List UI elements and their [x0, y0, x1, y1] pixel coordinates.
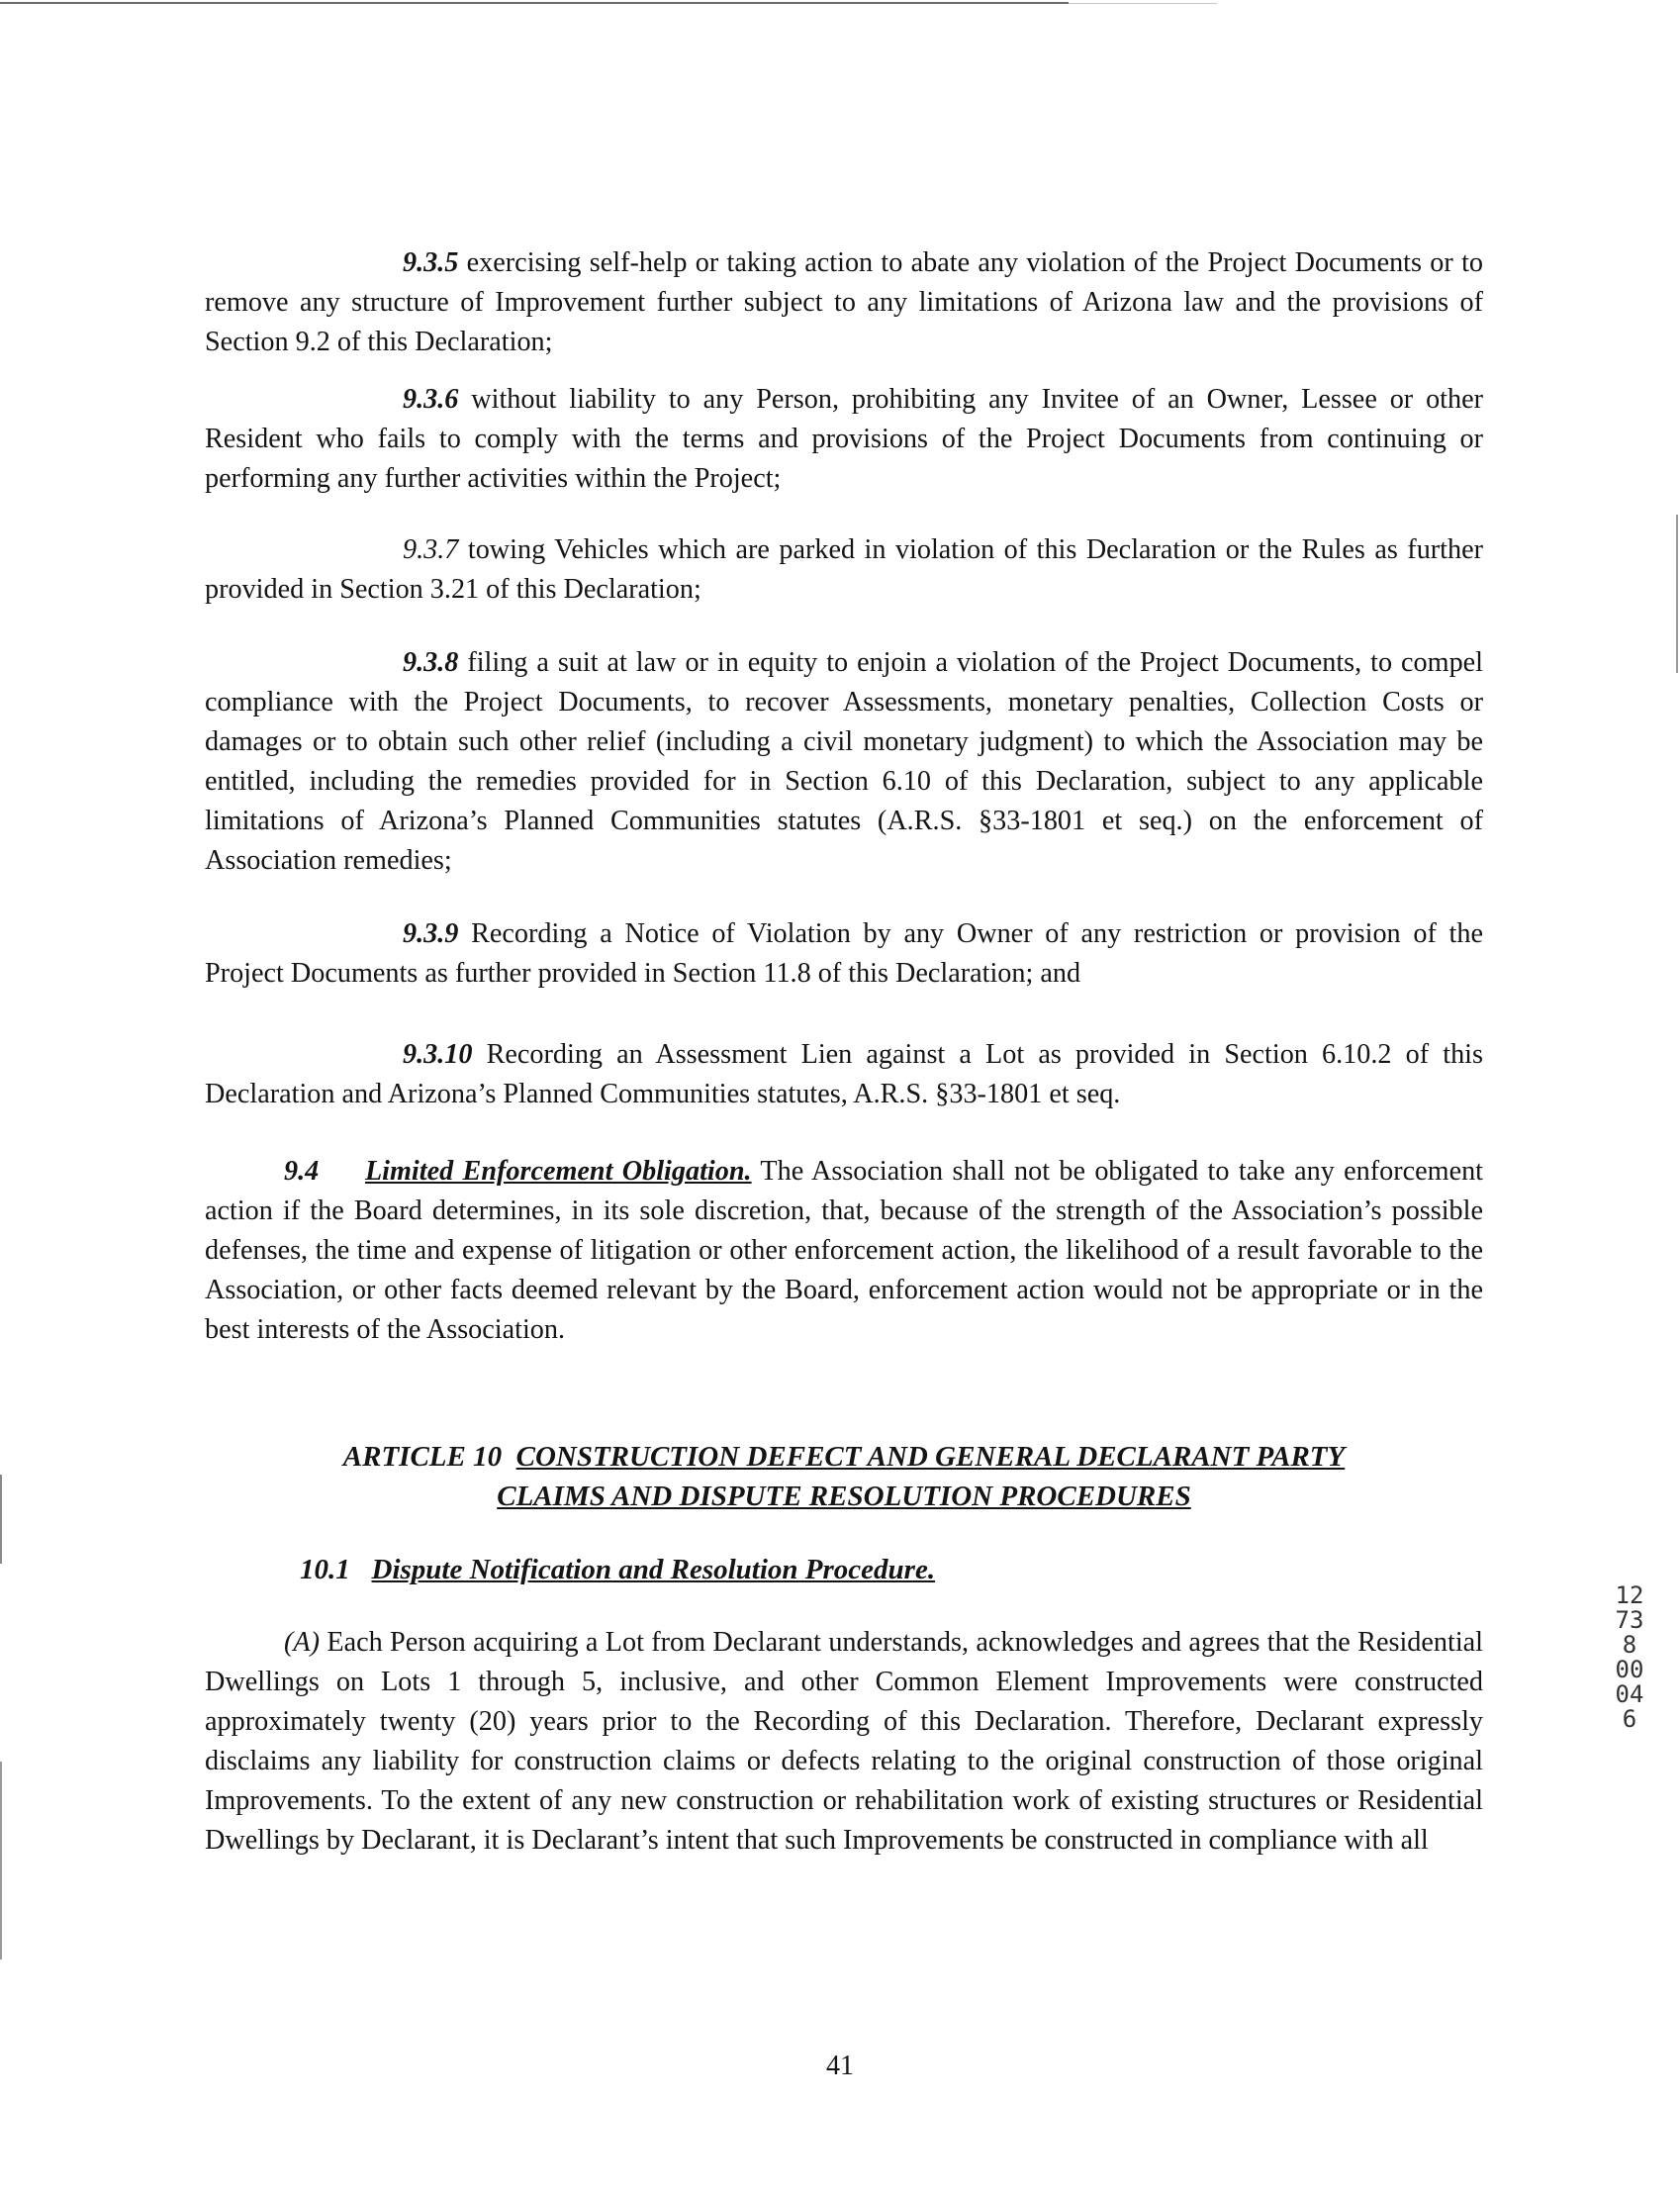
paragraph-label: (A): [284, 1627, 320, 1658]
paragraph-9-3-6: [205, 380, 1483, 499]
section-heading: Limited Enforcement Obligation.: [364, 1156, 752, 1187]
paragraph-text: filing a suit at law or in equity to enjoin a violation of the Project Documents, to compel compliance with the Project Documents, to recover Assessments, monetary penalties, Collection Costs or damages or to obtain such other relief (including a civil monetary judgment) to which the Association may be entitled, including the remedies provided for in Section 6.10 of this Declaration, subject to any applicable limitations of Arizona’s Planned Communities statutes (A.R.S. §33-1801 et seq.) on the enforcement of Association remedies;: [205, 647, 1483, 876]
scan-edge-line: [1069, 3, 1217, 4]
paragraph-text: towing Vehicles which are parked in violation of this Declaration or the Rules as further provided in Section 3.21 of this Declaration;: [205, 534, 1483, 605]
scan-edge-line: [0, 1762, 2, 1960]
scan-edge-line: [1676, 515, 1678, 673]
paragraph-9-3-7: [205, 530, 1483, 610]
document-page: [205, 243, 1483, 1861]
section-number: 9.4: [284, 1156, 320, 1187]
section-number: 10.1: [300, 1554, 350, 1585]
paragraph-9-4: [205, 1152, 1483, 1350]
paragraph-text: without liability to any Person, prohibiting any Invitee of an Owner, Lessee or other Resident who fails to comply with the terms and provisions of the Project Documents from continuing or performing any further activities within the Project;: [205, 384, 1483, 494]
paragraph-text: Recording an Assessment Lien against a Lot as provided in Section 6.10.2 of this Declaration and Arizona’s Planned Communities statutes, A.R.S. §33-1801 et seq.: [205, 1039, 1483, 1109]
paragraph-text: Each Person acquiring a Lot from Declarant understands, acknowledges and agrees that the Residential Dwellings on Lots 1 through 5, inclusive, and other Common Element Improvements were constructed approximately twenty (20) years prior to the Recording of this Declaration. Therefore, Declarant expressly disclaims any liability for construction claims or defects relating to the original construction of those original Improvements. To the extent of any new construction or rehabilitation work of existing structures or Residential Dwellings by Declarant, it is Declarant’s intent that such Improvements be constructed in compliance with all: [205, 1627, 1483, 1856]
section-number: 9.3.8: [403, 647, 459, 678]
paragraph-9-3-9: [205, 914, 1483, 994]
paragraph-9-3-5: [205, 243, 1483, 362]
section-number: 9.3.10: [403, 1039, 473, 1070]
section-10-1-heading: [205, 1550, 1483, 1589]
paragraph-9-3-10: [205, 1035, 1483, 1114]
scan-edge-line: [0, 2, 1069, 4]
article-label: ARTICLE 10: [342, 1441, 503, 1473]
section-heading: Dispute Notification and Resolution Procedure.: [371, 1554, 936, 1585]
paragraph-text: The Association shall not be obligated to take any enforcement action if the Board determines, in its sole discretion, that, because of the strength of the Association’s possible defenses, the time and expense of litigation or other enforcement action, the likelihood of a result favorable to the Association, or other facts deemed relevant by the Board, enforcement action would not be appropriate or in the best interests of the Association.: [205, 1156, 1484, 1345]
article-title-line2: CLAIMS AND DISPUTE RESOLUTION PROCEDURES: [497, 1481, 1191, 1512]
paragraph-text: Recording a Notice of Violation by any Owner of any restriction or provision of the Project Documents as further provided in Section 11.8 of this Declaration; and: [205, 918, 1483, 989]
article-heading: [205, 1437, 1483, 1516]
article-heading-line2: [205, 1477, 1483, 1516]
paragraph-a: [205, 1623, 1483, 1861]
article-heading-line1: [205, 1437, 1483, 1477]
paragraph-9-3-8: [205, 643, 1483, 881]
recording-number: 12738 00046: [1615, 1581, 1644, 1733]
section-number: 9.3.5: [403, 247, 459, 278]
section-number: 9.3.7: [403, 534, 459, 565]
article-title-line1: CONSTRUCTION DEFECT AND GENERAL DECLARANT PARTY: [515, 1441, 1346, 1473]
section-number: 9.3.9: [403, 918, 459, 949]
page-number: 41: [826, 2051, 854, 2081]
paragraph-text: exercising self-help or taking action to abate any violation of the Project Documents or to remove any structure of Improvement further subject to any limitations of Arizona law and the provisions of Section 9.2 of this Declaration;: [205, 247, 1483, 357]
scan-edge-line: [0, 1475, 2, 1564]
section-number: 9.3.6: [403, 384, 459, 415]
